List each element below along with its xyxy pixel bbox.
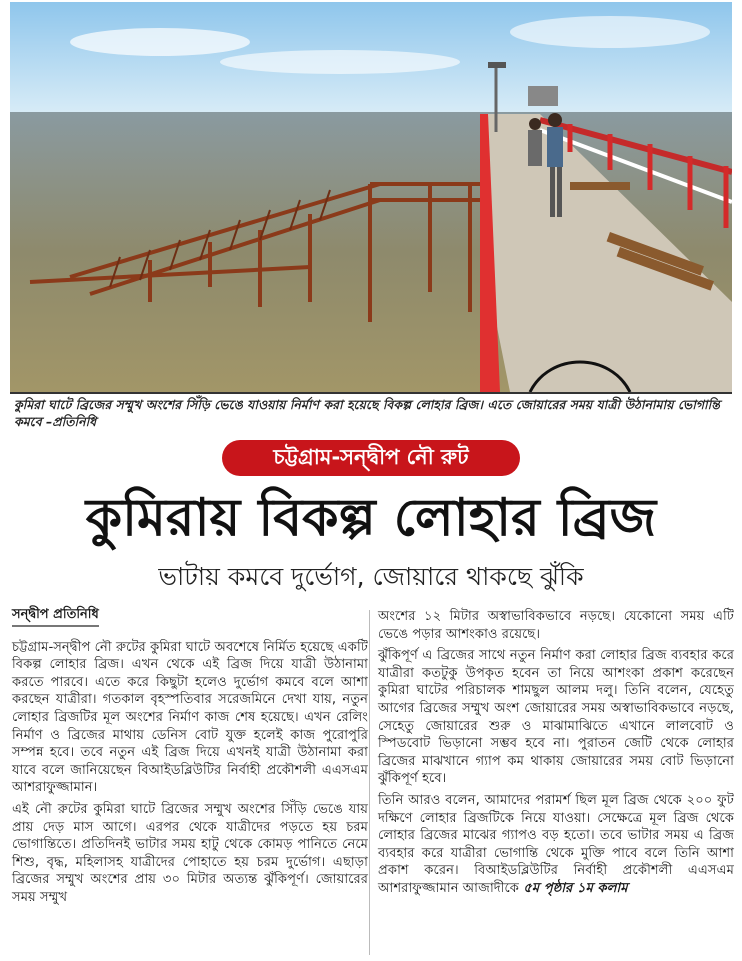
bridge-photo-icon [10, 2, 732, 392]
article-paragraph: এই নৌ রুটের কুমিরা ঘাটে ব্রিজের সম্মুখ অংশের সিঁড়ি ভেঙে যায় প্রায় দেড় মাস আগে। এরপর থেকে যাত্রীদের পড়তে হয় চরম ভোগান্তিতে। প্রতিদিনই ভাটার সময় হাটু থেকে কোমড় পানিতে নেমে শিশু, বৃদ্ধ, মহিলাসহ যাত্রীদের পোহাতে হয় চরম দুর্ভোগ। এছাড়া ব্রিজের সম্মুখ অংশের প্রায় ৩০ মিটার অত্যন্ত ঝুঁকিপূর্ণ। জোয়ারের সময় সম্মুখ [12, 801, 368, 905]
byline: সন্দ্বীপ প্রতিনিধি [12, 606, 99, 627]
subheadline: ভাটায় কমবে দুর্ভোগ, জোয়ারে থাকছে ঝুঁকি [158, 562, 584, 591]
headline: কুমিরায় বিকল্প লোহার ব্রিজ [85, 488, 657, 548]
article-paragraph: ঝুঁকিপূর্ণ এ ব্রিজের সাথে নতুন নির্মাণ করা লোহার ব্রিজ ব্যবহার করে যাত্রীরা কতটুকু উপকৃত হবেন তা নিয়ে আশংকা প্রকাশ করেছেন কুমিরা ঘাটের পরিচালক শামছুল আলম দলু। তিনি বলেন, যেহেতু আগের ব্রিজের সম্মুখ অংশ জোয়ারের সময় অস্বাভাবিকভাবে নড়ছে, সেহেতু জোয়ারের শুরু ও মাঝামাঝিতে এখানে লালবোট ও স্পিডবোট ভিড়ানো সম্ভব হবে না। পুরাতন জেটি থেকে লোহার ব্রিজের মাঝখানে গ্যাপ কম থাকায় জোয়ারের সময় বোট ভিড়ানো ঝুঁকিপূর্ণ হবে। [378, 648, 734, 787]
article-paragraph: চট্টগ্রাম-সন্দ্বীপ নৌ রুটের কুমিরা ঘাটে অবশেষে নির্মিত হয়েছে একটি বিকল্প লোহার ব্রিজ। এখন থেকে এই ব্রিজ দিয়ে যাত্রী উঠানামা করতে পারবে। এতে করে কিছুটা হলেও দুর্ভোগ কমবে বলে আশা করছেন যাত্রীরা। গতকাল বৃহস্পতিবার সরেজমিনে দেখা যায়, নতুন লোহার ব্রিজটির মূল অংশের নির্মাণ কাজ শেষ হয়েছে। এখন রেলিং নির্মাণ ও ব্রিজের মাথায় ডেনিস বোট যুক্ত হলেই কাজ পুরোপুরি সম্পন্ন হবে। তবে নতুন এই ব্রিজ দিয়ে এখনই যাত্রী উঠানামা করা যাবে বলে জানিয়েছেন বিআইডব্লিউটির নির্বাহী প্রকৌশলী এএসএম আশরাফুজ্জামান। [12, 639, 368, 796]
continuation-reference[interactable]: ৫ম পৃষ্ঠার ১ম কলাম [523, 880, 628, 896]
column-divider [369, 610, 370, 955]
article-paragraph: অংশের ১২ মিটার অস্বাভাবিকভাবে নড়ছে। যেকোনো সময় এটি ভেঙে পড়ার আশংকাও রয়েছে। [378, 609, 734, 642]
article-paragraph-text: তিনি আরও বলেন, আমাদের পরামর্শ ছিল মূল ব্রিজ থেকে ২০০ ফুট দক্ষিণে লোহার ব্রিজটিকে নিয়ে যাওয়া। সেক্ষেত্রে মূল ব্রিজ থেকে লোহার ব্রিজের মাঝের গ্যাপও বড় হতো। তবে ভাটার সময় এ ব্রিজ ব্যবহার করে যাত্রীরা ভোগান্তি থেকে মুক্তি পাবে বলে তিনি আশা প্রকাশ করেন। বিআইডব্লিউটির নির্বাহী প্রকৌশলী এএসএম আশরাফুজ্জামান আজাদীকে [378, 792, 734, 896]
news-photo [10, 2, 732, 394]
article-paragraph [378, 792, 734, 898]
article-column-left [12, 606, 368, 911]
kicker-label: চট্টগ্রাম-সন্দ্বীপ নৌ রুট [222, 440, 520, 476]
article-column-right [378, 608, 734, 902]
photo-caption: কুমিরা ঘাটে ব্রিজের সম্মুখ অংশের সিঁড়ি ভেঙে যাওয়ায় নির্মাণ করা হয়েছে বিকল্প লোহার ব্রিজ। এতে জোয়ারের সময় যাত্রী উঠানামায় ভোগান্তি কমবে –প্রতিনিধি [14, 397, 720, 429]
